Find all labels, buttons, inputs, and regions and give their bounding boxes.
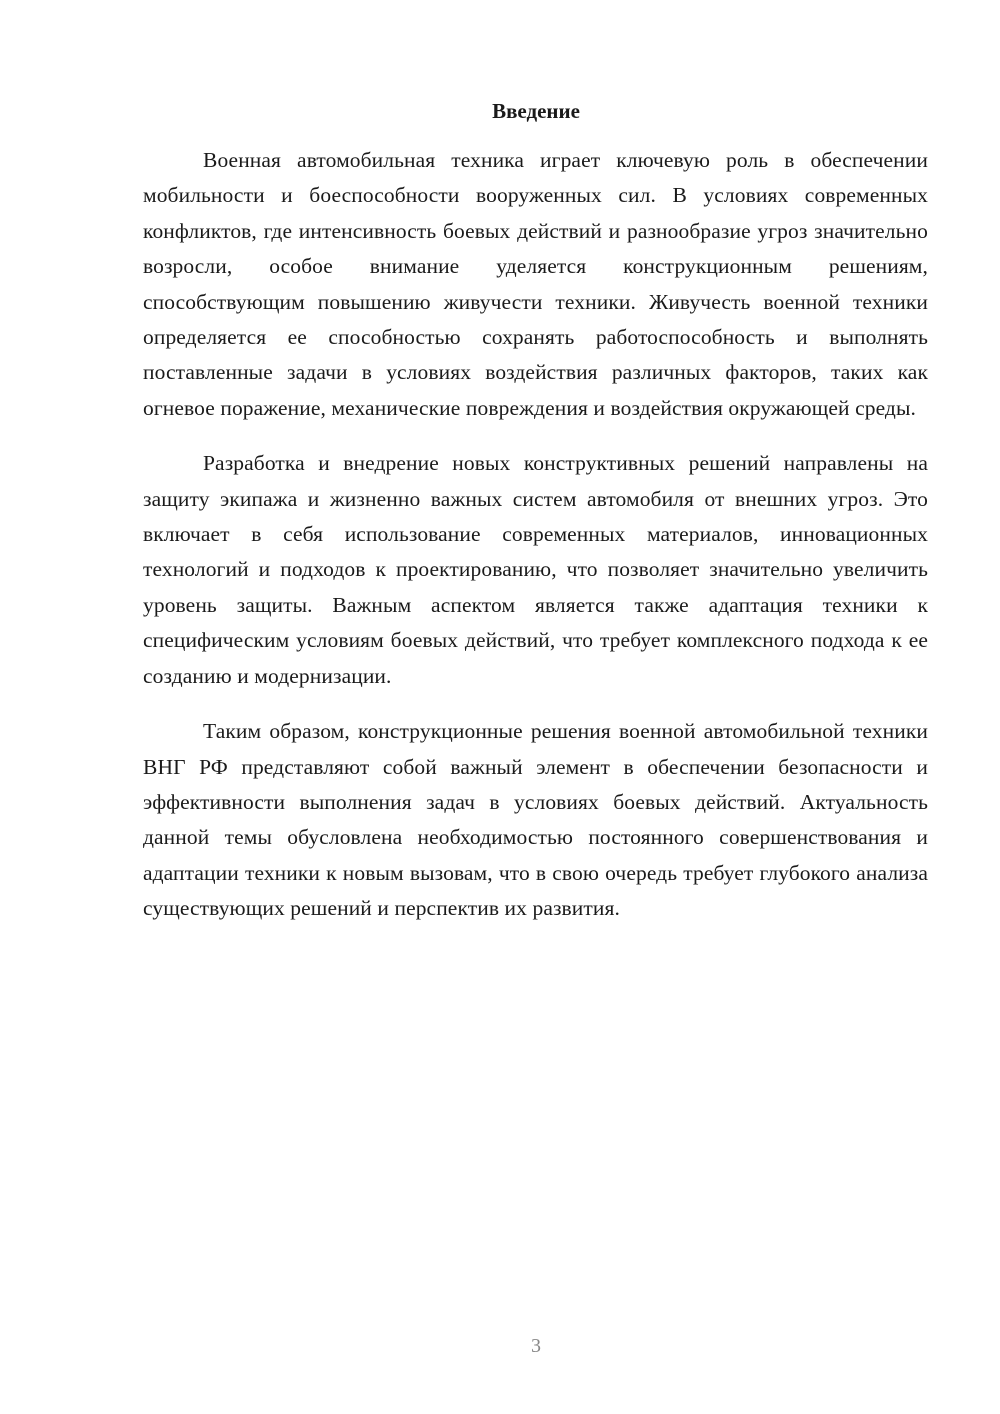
body-text	[143, 143, 928, 927]
paragraph-1: Военная автомобильная техника играет ключевую роль в обеспечении мобильности и боеспособности вооруженных сил. В условиях современных конфликтов, где интенсивность боевых действий и разнообразие угроз значительно возросли, особое внимание уделяется конструкционным решениям, способствующим повышению живучести техники. Живучесть военной техники определяется ее способностью сохранять работоспособность и выполнять поставленные задачи в условиях воздействия различных факторов, таких как огневое поражение, механические повреждения и воздействия окружающей среды.	[143, 148, 928, 420]
paragraph-2: Разработка и внедрение новых конструктивных решений направлены на защиту экипажа и жизненно важных систем автомобиля от внешних угроз. Это включает в себя использование современных материалов, инновационных технологий и подходов к проектированию, что позволяет значительно увеличить уровень защиты. Важным аспектом является также адаптация техники к специфическим условиям боевых действий, что требует комплексного подхода к ее созданию и модернизации.	[143, 451, 928, 688]
section-title: Введение	[492, 99, 580, 123]
page-number: 3	[531, 1335, 541, 1357]
paragraph-3: Таким образом, конструкционные решения военной автомобильной техники ВНГ РФ представляют собой важный элемент в обеспечении безопасности и эффективности выполнения задач в условиях боевых действий. Актуальность данной темы обусловлена необходимостью постоянного совершенствования и адаптации техники к новым вызовам, что в свою очередь требует глубокого анализа существующих решений и перспектив их развития.	[143, 719, 928, 921]
